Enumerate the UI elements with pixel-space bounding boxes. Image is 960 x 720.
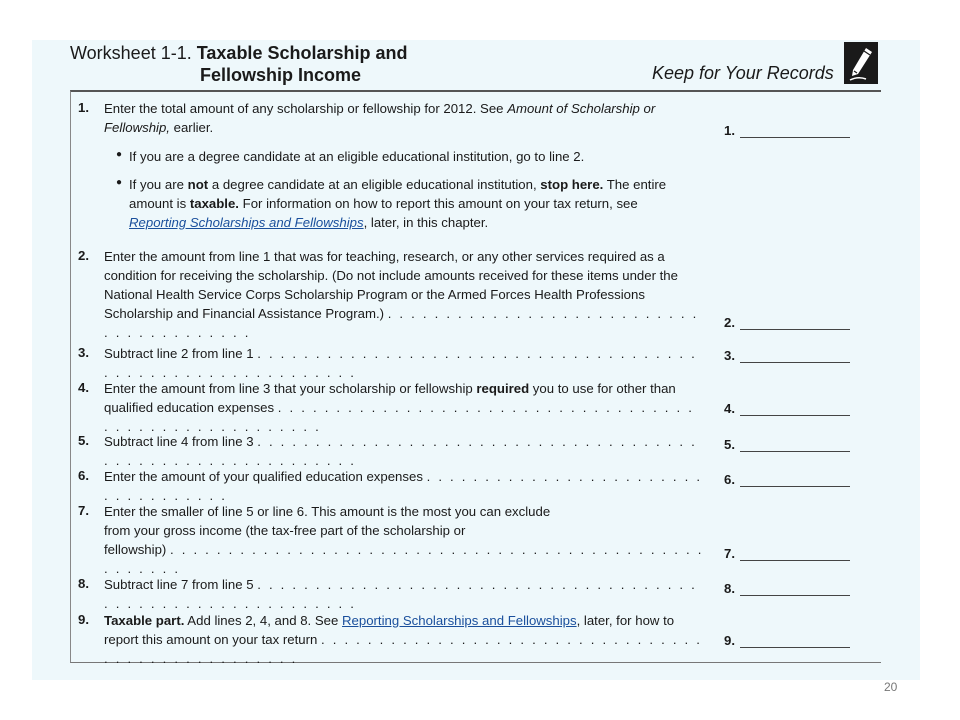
- answer-label-4: 4.: [724, 401, 735, 416]
- line-4-number: 4.: [78, 380, 89, 395]
- answer-field-5[interactable]: [740, 436, 850, 452]
- answer-field-3[interactable]: [740, 347, 850, 363]
- title-bold-1: Taxable Scholarship and: [196, 43, 408, 63]
- line-2-text: Enter the amount from line 1 that was for teaching, research, or any other services required as a condition for receiving the scholarship. (Do not include amounts received for these items under the National Health Service Corps Scholarship Program or the Armed Forces Health Professions Scholarship and Financial Assistance Program.) . . . . . . . . . . . . . . . . . . . . . . . . . . . . . . . . . . . . . . . .: [104, 249, 699, 340]
- line-5-text: Subtract line 4 from line 3 . . . . . . . . . . . . . . . . . . . . . . . . . . . . . . . . . . . . . . . . . . . . . . . . . . . . . . . . . . . .: [104, 434, 698, 468]
- line-8-text: Subtract line 7 from line 5 . . . . . . . . . . . . . . . . . . . . . . . . . . . . . . . . . . . . . . . . . . . . . . . . . . . . . . . . . . . .: [104, 577, 698, 611]
- answer-field-1[interactable]: [740, 122, 850, 138]
- reporting-link-2[interactable]: Reporting Scholarships and Fellowships: [342, 613, 577, 628]
- answer-label-3: 3.: [724, 348, 735, 363]
- pen-icon: [844, 42, 878, 84]
- answer-field-4[interactable]: [740, 400, 850, 416]
- line-5-number: 5.: [78, 433, 89, 448]
- answer-label-5: 5.: [724, 437, 735, 452]
- keep-for-records: Keep for Your Records: [652, 63, 834, 83]
- page-number: 20: [884, 680, 898, 694]
- answer-field-2[interactable]: [740, 314, 850, 330]
- answer-label-9: 9.: [724, 633, 735, 648]
- line-4-text: Enter the amount from line 3 that your scholarship or fellowship required you to use for other than qualified education expenses . . . . . . . . . . . . . . . . . . . . . . . . . . . . . . . . . . . . . . . . . . . . . . . . . . . . . . .: [104, 381, 695, 434]
- line-1-text: Enter the total amount of any scholarship or fellowship for 2012. See Amount of Scholarship or Fellowship, earlier.: [104, 101, 656, 135]
- line-3-text: Subtract line 2 from line 1 . . . . . . . . . . . . . . . . . . . . . . . . . . . . . . . . . . . . . . . . . . . . . . . . . . . . . . . . . . . .: [104, 346, 698, 380]
- line-9-text: Taxable part. Add lines 2, 4, and 8. See Reporting Scholarships and Fellowships, later, for how to report this amount on your tax return . . . . . . . . . . . . . . . . . . . . . . . . . . . . . . . . . . . . . . . . . . . . . . . . . .: [104, 613, 703, 666]
- bullet-icon: ●: [116, 149, 123, 160]
- line-7-number: 7.: [78, 503, 89, 518]
- title-prefix: Worksheet 1-1.: [70, 43, 192, 63]
- answer-field-7[interactable]: [740, 545, 850, 561]
- worksheet-title: [70, 42, 407, 64]
- line-9-number: 9.: [78, 612, 89, 627]
- answer-label-8: 8.: [724, 581, 735, 596]
- answer-label-2: 2.: [724, 315, 735, 330]
- answer-label-7: 7.: [724, 546, 735, 561]
- line-3-number: 3.: [78, 345, 89, 360]
- answer-label-6: 6.: [724, 472, 735, 487]
- line-6-number: 6.: [78, 468, 89, 483]
- answer-label-1: 1.: [724, 123, 735, 138]
- answer-field-9[interactable]: [740, 632, 850, 648]
- answer-field-8[interactable]: [740, 580, 850, 596]
- title-bold-2: Fellowship Income: [200, 65, 362, 85]
- line-7-text: Enter the smaller of line 5 or line 6. This amount is the most you can exclude from your gross income (the tax-free part of the scholarship or fellowship) . . . . . . . . . . . . . . . . . . . . . . . . . . . . . . . . . . . . . . . . . . . . . . . . . . . . .: [104, 504, 704, 576]
- bullet-icon: ●: [116, 177, 123, 188]
- line-1-bullet-1: If you are a degree candidate at an eligible educational institution, go to line 2.: [129, 149, 585, 164]
- line-8-number: 8.: [78, 576, 89, 591]
- line-2-number: 2.: [78, 248, 89, 263]
- line-1-bullet-2: If you are not a degree candidate at an eligible educational institution, stop here. The entire amount is taxable. For information on how to report this amount on your tax return, see Reporting Scholarships and Fellowships, later, in this chapter.: [129, 177, 667, 230]
- reporting-link-1[interactable]: Reporting Scholarships and Fellowships: [129, 215, 364, 230]
- line-1-number: 1.: [78, 100, 89, 115]
- line-6-text: Enter the amount of your qualified education expenses . . . . . . . . . . . . . . . . . . . . . . . . . . . . . . . . . . .: [104, 469, 703, 503]
- answer-field-6[interactable]: [740, 471, 850, 487]
